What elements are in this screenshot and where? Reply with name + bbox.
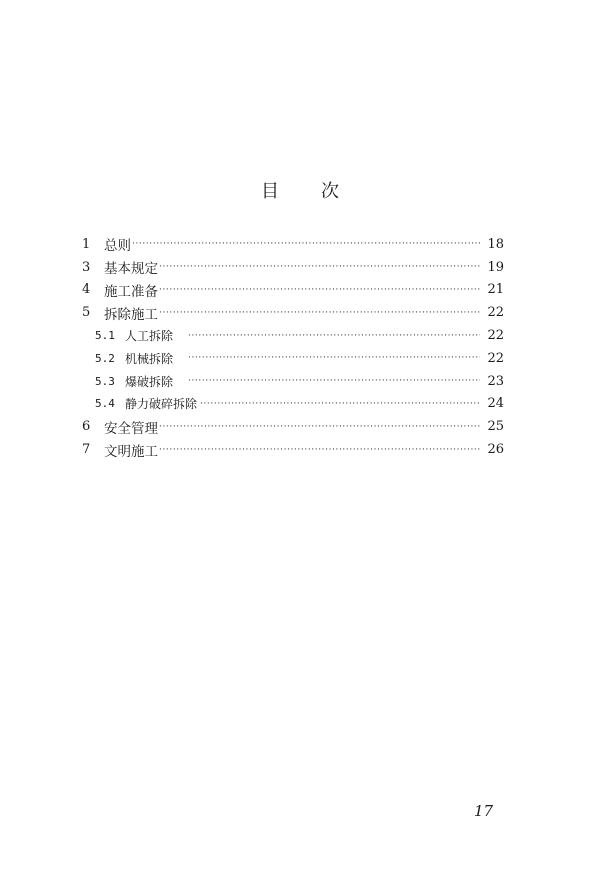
toc-entry-number: 5.1: [95, 329, 115, 343]
toc-dot-leader: [188, 353, 480, 363]
toc-dot-leader: [159, 422, 480, 432]
toc-entry-title: 基本规定: [104, 261, 158, 278]
toc-entry-page: 18: [487, 236, 504, 252]
toc-entry-title: 人工拆除: [125, 329, 174, 344]
toc-entry-title: 总则: [104, 238, 131, 255]
toc-entry-number: 6: [82, 419, 91, 435]
toc-entry-page: 25: [487, 419, 504, 435]
toc-entry-page: 22: [487, 328, 504, 344]
toc-entry-6[interactable]: [82, 415, 504, 438]
toc-entry-title: 机械拆除: [125, 351, 174, 366]
toc-entry-number: 4: [82, 282, 91, 298]
toc-entry-number: 5: [82, 305, 91, 321]
toc-entry-number: 1: [82, 236, 91, 252]
toc-entry-page: 22: [487, 305, 504, 321]
toc-entry-4[interactable]: [82, 279, 504, 302]
toc-entry-page: 26: [487, 442, 504, 458]
toc-entry-title: 爆破拆除: [125, 374, 174, 389]
toc-entry-5[interactable]: [82, 301, 504, 324]
toc-dot-leader: [159, 445, 480, 455]
toc-dot-leader: [132, 239, 480, 249]
toc-entry-5-1[interactable]: [82, 324, 504, 347]
toc-entry-number: 5.4: [95, 397, 115, 411]
toc-entry-5-2[interactable]: [82, 347, 504, 370]
toc-dot-leader: [159, 308, 480, 318]
toc-dot-leader: [159, 285, 480, 295]
toc-entry-title: 施工准备: [104, 283, 158, 300]
table-of-contents: [82, 233, 504, 461]
toc-title-left: 目: [261, 181, 279, 202]
toc-entry-title: 拆除施工: [104, 306, 158, 323]
toc-entry-number: 5.2: [95, 351, 115, 365]
toc-entry-1[interactable]: [82, 233, 504, 256]
toc-entry-page: 23: [487, 373, 504, 389]
toc-entry-number: 7: [82, 442, 91, 458]
toc-dot-leader: [188, 376, 480, 386]
toc-entry-5-4[interactable]: [82, 393, 504, 416]
toc-entry-title: 文明施工: [104, 443, 158, 460]
toc-entry-number: 3: [82, 259, 91, 275]
toc-entry-7[interactable]: [82, 438, 504, 461]
toc-entry-3[interactable]: [82, 256, 504, 279]
toc-entry-number: 5.3: [95, 374, 115, 388]
toc-title: [0, 177, 600, 203]
toc-title-right: 次: [321, 181, 339, 202]
toc-dot-leader: [200, 399, 480, 409]
toc-entry-page: 21: [487, 282, 504, 298]
toc-dot-leader: [188, 331, 480, 341]
toc-entry-title: 安全管理: [104, 420, 158, 437]
toc-entry-5-3[interactable]: [82, 370, 504, 393]
toc-entry-page: 24: [487, 396, 504, 412]
page-number: 17: [474, 802, 494, 820]
toc-entry-title: 静力破碎拆除: [125, 397, 198, 412]
toc-entry-page: 22: [487, 350, 504, 366]
toc-dot-leader: [159, 262, 480, 272]
toc-entry-page: 19: [487, 259, 504, 275]
